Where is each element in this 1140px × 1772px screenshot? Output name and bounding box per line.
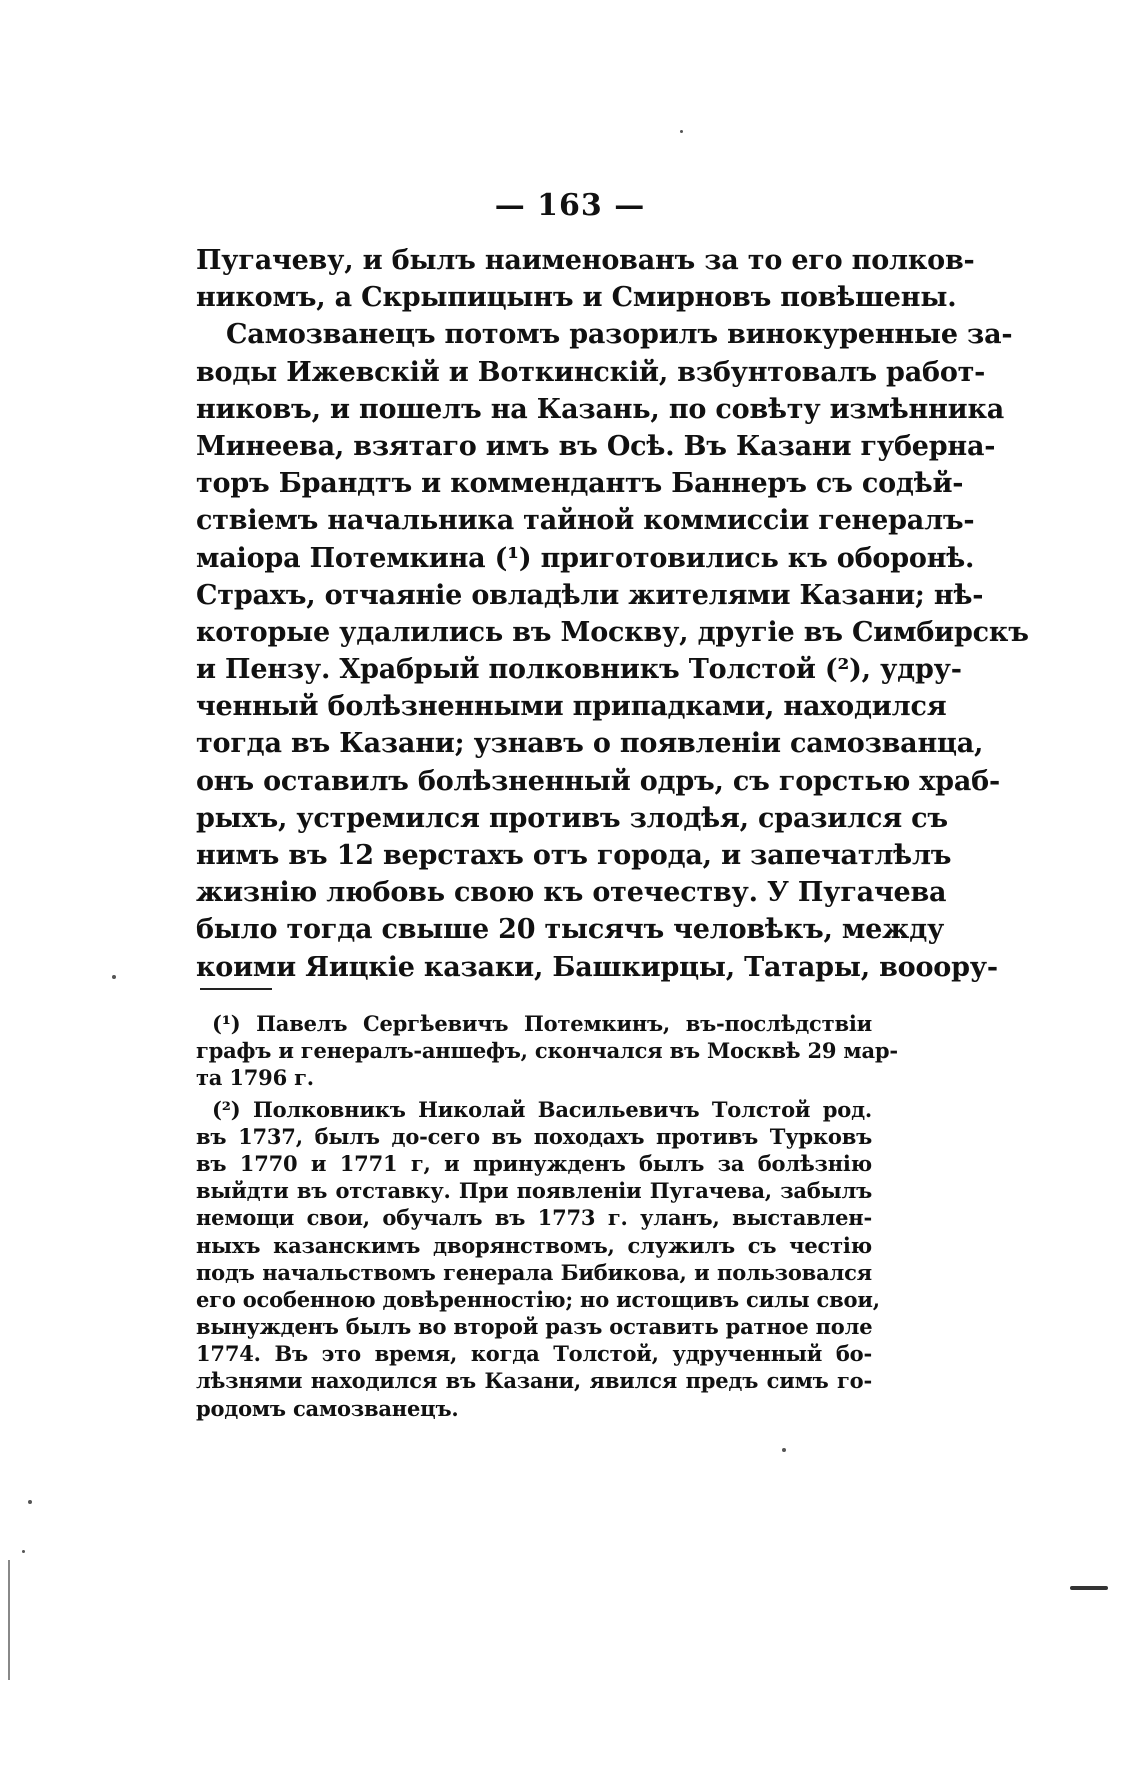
footnote-line: та 1796 г. <box>196 1065 314 1091</box>
text-line: которые удалились въ Москву, другіе въ Симбирскъ <box>196 616 1029 648</box>
scan-speck <box>22 1550 25 1553</box>
footnote-line: подъ начальствомъ генерала Бибикова, и пользовался <box>196 1259 872 1285</box>
footnote-line: ныхъ казанскимъ дворянствомъ, служилъ съ честію <box>196 1232 872 1258</box>
text-line: и Пензу. Храбрый полковникъ Толстой (²), удру- <box>196 654 962 686</box>
scan-edge-smudge <box>1070 1586 1108 1590</box>
footnote-line: его особенною довѣренностію; но истощивъ силы свои, <box>196 1286 880 1312</box>
text-line: рыхъ, устремился противъ злодѣя, сразился съ <box>196 802 948 834</box>
scan-speck <box>112 975 116 979</box>
text-line: коими Яицкіе казаки, Башкирцы, Татары, вооору- <box>196 951 998 983</box>
footnote-line: немощи свои, обучалъ въ 1773 г. уланъ, выставлен- <box>196 1205 872 1231</box>
footnote-line: лѣзнями находился въ Казани, явился предъ симъ го- <box>196 1368 872 1394</box>
text-line: Самозванецъ потомъ разорилъ винокуренные за- <box>226 319 1013 351</box>
scan-speck <box>28 1500 32 1504</box>
main-text <box>196 242 1029 986</box>
text-line: онъ оставилъ болѣзненный одръ, съ горстью храб- <box>196 765 1000 797</box>
footnote-line: (¹) Павелъ Сергѣевичъ Потемкинъ, въ-послѣдствіи <box>212 1011 872 1036</box>
footnote-line: графъ и генералъ-аншефъ, скончался въ Москвѣ 29 мар- <box>196 1038 898 1064</box>
text-line: воды Ижевскій и Воткинскій, взбунтовалъ работ- <box>196 356 986 388</box>
scan-speck <box>782 1448 786 1452</box>
footnote-1 <box>196 1010 898 1092</box>
footnote-line: выйдти въ отставку. При появленіи Пугачева, забылъ <box>196 1178 872 1204</box>
text-line: Пугачеву, и былъ наименованъ за то его полков- <box>196 245 975 276</box>
text-line: нимъ въ 12 верстахъ отъ города, и запечатлѣлъ <box>196 840 952 871</box>
text-line: Минеева, взятаго имъ въ Осѣ. Въ Казани губерна- <box>196 430 996 462</box>
text-line: тогда въ Казани; узнавъ о появленіи самозванца, <box>196 728 984 760</box>
text-line: торъ Брандтъ и коммендантъ Баннеръ съ содѣй- <box>196 468 964 500</box>
text-line: маіора Потемкина (¹) приготовились къ оборонѣ. <box>196 542 975 574</box>
page-number: — 163 — <box>494 188 646 223</box>
text-line: было тогда свыше 20 тысячъ человѣкъ, между <box>196 914 945 946</box>
footnote-2 <box>196 1096 880 1422</box>
footnote-line: родомъ самозванецъ. <box>196 1395 459 1421</box>
scan-edge-line <box>8 1560 10 1680</box>
text-line: жизнію любовь свою къ отечеству. У Пугачева <box>196 877 947 909</box>
footnotes <box>196 1010 898 1426</box>
text-line: ченный болѣзненными припадками, находился <box>196 691 947 723</box>
footnote-line: въ 1737, былъ до-сего въ походахъ противъ Турковъ <box>196 1123 872 1149</box>
scan-speck <box>680 130 683 133</box>
footnote-rule <box>200 988 272 990</box>
footnote-line: въ 1770 и 1771 г, и принужденъ былъ за болѣзнію <box>196 1150 872 1176</box>
footnote-line: (²) Полковникъ Николай Васильевичъ Толстой род. <box>212 1096 872 1122</box>
footnote-line: вынужденъ былъ во второй разъ оставить ратное поле <box>196 1314 873 1340</box>
footnote-line: 1774. Въ это время, когда Толстой, удрученный бо- <box>196 1341 872 1367</box>
text-line: ствіемъ начальника тайной коммиссіи генералъ- <box>196 505 975 537</box>
text-line: никовъ, и пошелъ на Казань, по совѣту измѣнника <box>196 393 1005 425</box>
text-line: никомъ, а Скрыпицынъ и Смирновъ повѣшены. <box>196 282 957 314</box>
text-line: Страхъ, отчаяніе овладѣли жителями Казани; нѣ- <box>196 579 984 611</box>
